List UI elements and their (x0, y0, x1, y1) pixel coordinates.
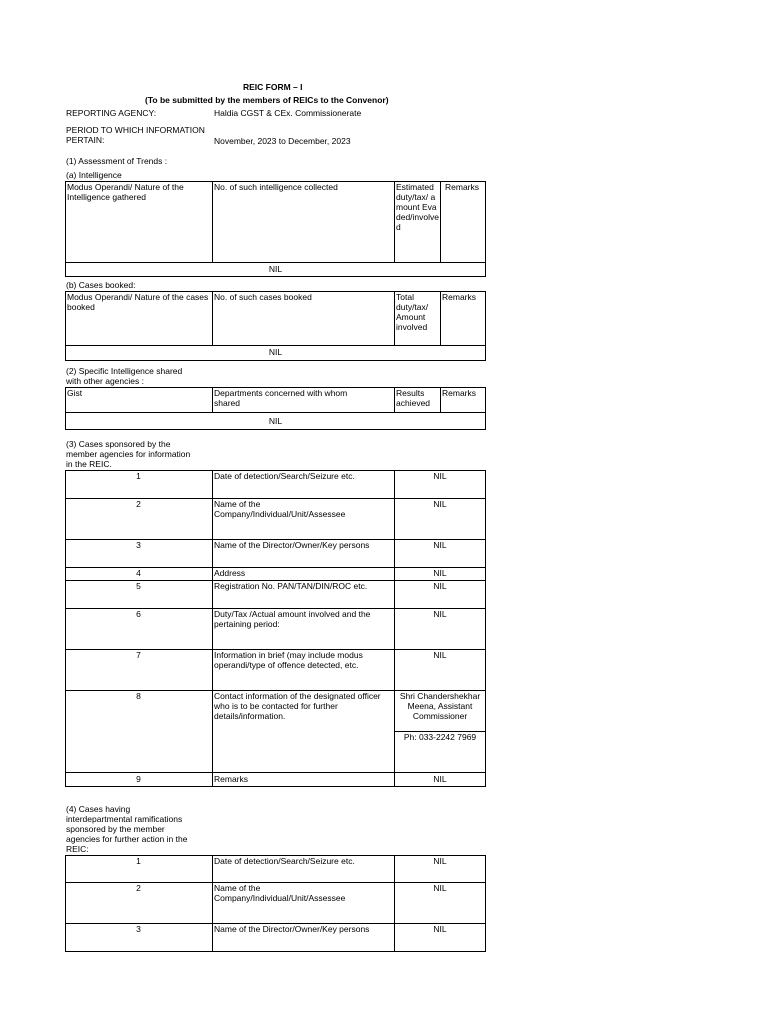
s4-row-value: NIL (433, 883, 447, 893)
intel-header-count: No. of such intelligence collected (214, 182, 338, 192)
s4-row-no: 1 (136, 856, 141, 866)
s3-row-label: Registration No. PAN/TAN/DIN/ROC etc. (214, 581, 368, 591)
section4-heading-line: sponsored by the member (66, 824, 165, 835)
cases-nil: NIL (268, 347, 283, 357)
s3-row-label: Duty/Tax /Actual amount involved and the pertaining period: (214, 609, 371, 630)
s3-row-value: NIL (433, 609, 447, 619)
section4-heading-line: (4) Cases having (66, 804, 131, 814)
s3-row-value: NIL (433, 774, 447, 784)
section1a-heading: (a) Intelligence (66, 170, 122, 180)
s4-row-label: Name of the Company/Individual/Unit/Assessee (214, 883, 346, 904)
section2-heading-line2: with other agencies : (66, 376, 144, 387)
shared-header-gist: Gist (67, 388, 83, 398)
s3-contact-name: Shri Chandershekhar Meena, Assistant Commissioner (399, 691, 481, 722)
section2-heading (66, 366, 182, 386)
s3-row-label: Name of the Company/Individual/Unit/Assessee (214, 499, 346, 520)
s3-row-value: NIL (433, 650, 447, 660)
s3-row-no: 9 (136, 774, 141, 784)
cases-header-total: Total duty/tax/ Amount involved (396, 292, 429, 333)
s3-row-no: 2 (136, 499, 141, 509)
s4-row-value: NIL (433, 856, 447, 866)
s3-row-value: NIL (433, 581, 447, 591)
period-label-line2: PERTAIN: (66, 135, 105, 146)
cases-header-remarks: Remarks (442, 292, 477, 302)
section2-heading-line1: (2) Specific Intelligence shared (66, 366, 183, 376)
s4-row-value: NIL (433, 924, 447, 934)
form-title: REIC FORM – I (243, 82, 303, 92)
period-label (66, 125, 205, 145)
period-value: November, 2023 to December, 2023 (214, 136, 351, 146)
s3-row-label: Remarks (214, 774, 249, 784)
s3-row-no: 8 (136, 691, 141, 701)
shared-header-remarks: Remarks (442, 388, 477, 398)
section1b-heading: (b) Cases booked: (66, 280, 136, 290)
s3-row-no: 1 (136, 471, 141, 481)
section3-heading (66, 439, 190, 469)
s3-row-value: NIL (433, 568, 447, 578)
s3-row-label: Address (214, 568, 246, 578)
shared-header-results: Results achieved (396, 388, 431, 409)
interdepartmental-table (65, 855, 486, 952)
intel-nil: NIL (268, 264, 283, 274)
s3-row-no: 4 (136, 568, 141, 578)
intel-header-remarks: Remarks (445, 182, 480, 192)
reporting-agency-value: Haldia CGST & CEx. Commissionerate (214, 108, 362, 118)
s3-row-value: NIL (433, 471, 447, 481)
section4-heading (66, 804, 187, 854)
s3-row-no: 7 (136, 650, 141, 660)
section4-heading-line: REIC: (66, 844, 89, 855)
s4-row-no: 3 (136, 924, 141, 934)
s3-row-label: Information in brief (may include modus operandi/type of offence detected, etc. (214, 650, 363, 671)
form-subtitle: (To be submitted by the members of REICs to the Convenor) (145, 95, 389, 105)
cases-header-modus: Modus Operandi/ Nature of the cases booked (67, 292, 209, 313)
period-label-line1: PERIOD TO WHICH INFORMATION (66, 125, 205, 135)
s3-row-label: Date of detection/Search/Seizure etc. (214, 471, 355, 481)
s3-row-value: NIL (433, 540, 447, 550)
intel-header-estimated: Estimated duty/tax/ amount Evaded/involved (396, 182, 440, 233)
section3-heading-line1: (3) Cases sponsored by the (66, 439, 171, 449)
shared-nil: NIL (268, 416, 283, 426)
intel-header-modus: Modus Operandi/ Nature of the Intelligence gathered (67, 182, 184, 203)
s3-row-no: 3 (136, 540, 141, 550)
s3-contact-phone: Ph: 033-2242 7969 (403, 732, 477, 742)
s4-row-label: Name of the Director/Owner/Key persons (214, 924, 370, 934)
shared-header-departments: Departments concerned with whom shared (214, 388, 348, 409)
s3-row-no: 6 (136, 609, 141, 619)
reporting-agency-label: REPORTING AGENCY: (66, 108, 157, 118)
s3-row-label: Contact information of the designated officer who is to be contacted for further details/information. (214, 691, 381, 722)
s3-row-value: NIL (433, 499, 447, 509)
section4-heading-line: interdepartmental ramifications (66, 814, 183, 825)
s3-row-no: 5 (136, 581, 141, 591)
s3-row-label: Name of the Director/Owner/Key persons (214, 540, 370, 550)
s4-row-no: 2 (136, 883, 141, 893)
section1-heading: (1) Assessment of Trends : (66, 156, 168, 166)
s4-row-label: Date of detection/Search/Seizure etc. (214, 856, 355, 866)
section3-heading-line3: in the REIC. (66, 459, 112, 470)
section3-heading-line2: member agencies for information (66, 449, 191, 460)
section4-heading-line: agencies for further action in the (66, 834, 188, 845)
cases-header-count: No. of such cases booked (214, 292, 312, 302)
